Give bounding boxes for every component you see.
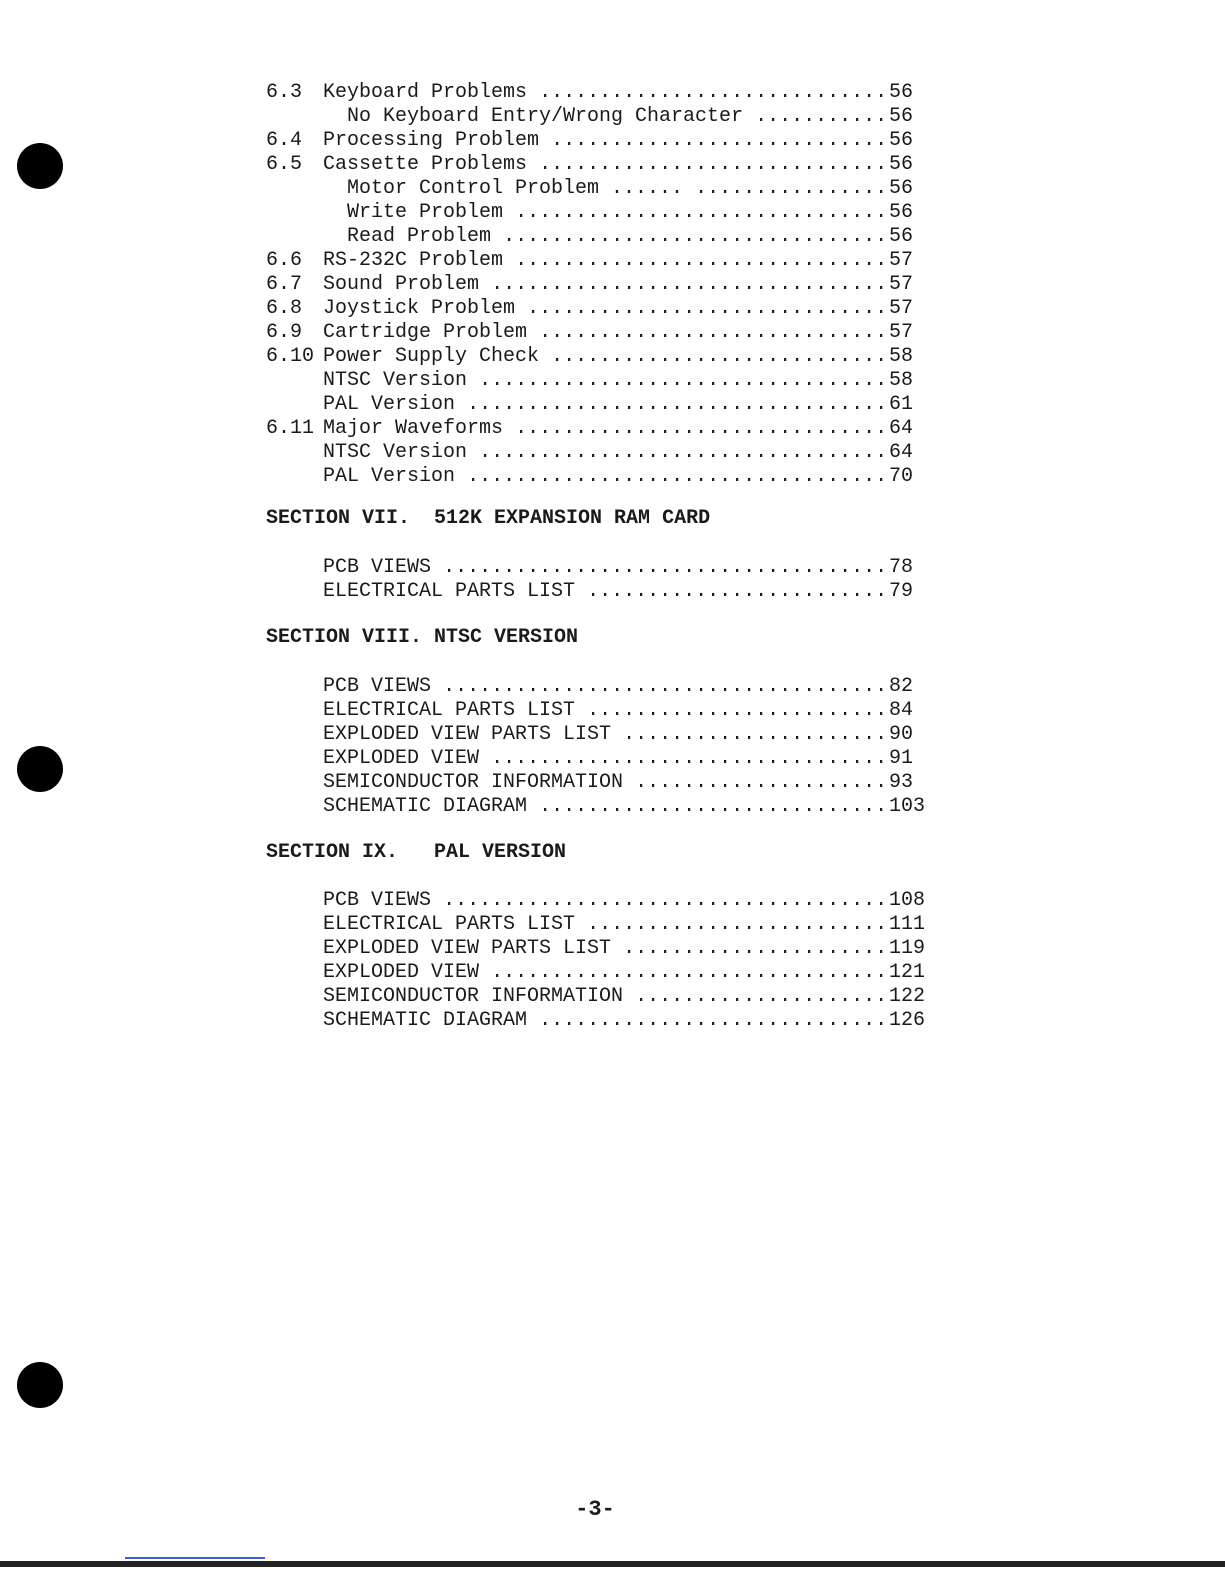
toc-entry bbox=[0, 770, 1225, 796]
toc-entry-leader: ............................. bbox=[539, 795, 887, 818]
toc-entry-leader: ................................... bbox=[467, 393, 887, 416]
toc-entry-leader: ............................. bbox=[539, 321, 887, 344]
toc-entry-title: Cassette Problems bbox=[323, 153, 528, 176]
toc-entry-title: SEMICONDUCTOR INFORMATION bbox=[323, 985, 624, 1008]
toc-entry-leader: ..................................... bbox=[443, 675, 887, 698]
toc-entry-page: 70 bbox=[889, 465, 914, 488]
toc-entry-page: 58 bbox=[889, 369, 914, 392]
toc-entry-page: 64 bbox=[889, 417, 914, 440]
toc-entry bbox=[0, 794, 1225, 820]
toc-entry-leader: ................................. bbox=[491, 273, 887, 296]
toc-entry-leader: ........... bbox=[755, 105, 887, 128]
toc-entry bbox=[0, 440, 1225, 466]
toc-entry-leader: ............................. bbox=[539, 81, 887, 104]
toc-entry-title: Power Supply Check bbox=[323, 345, 540, 368]
toc-entry-title: ELECTRICAL PARTS LIST bbox=[323, 913, 576, 936]
toc-entry bbox=[0, 80, 1225, 106]
page-number: -3- bbox=[575, 1497, 615, 1522]
toc-entry-title: ELECTRICAL PARTS LIST bbox=[323, 699, 576, 722]
section-heading: SECTION VII. 512K EXPANSION RAM CARD bbox=[266, 507, 711, 530]
toc-entry-leader: ................................. bbox=[491, 961, 887, 984]
toc-entry bbox=[0, 272, 1225, 298]
toc-entry bbox=[0, 888, 1225, 914]
toc-entry-leader: ............................... bbox=[515, 201, 887, 224]
binder-hole-bottom bbox=[17, 1362, 63, 1408]
toc-entry bbox=[0, 296, 1225, 322]
toc-entry bbox=[0, 368, 1225, 394]
toc-entry-page: 61 bbox=[889, 393, 914, 416]
toc-entry-page: 56 bbox=[889, 105, 914, 128]
toc-entry-title: EXPLODED VIEW PARTS LIST bbox=[323, 937, 612, 960]
toc-entry-title: PAL Version bbox=[323, 393, 456, 416]
toc-entry-page: 111 bbox=[889, 913, 926, 936]
toc-entry-number: 6.4 bbox=[266, 129, 303, 152]
scan-edge-bar bbox=[0, 1561, 1225, 1567]
toc-entry bbox=[0, 176, 1225, 202]
toc-entry bbox=[0, 746, 1225, 772]
toc-entry-page: 93 bbox=[889, 771, 914, 794]
toc-entry-leader: .................................. bbox=[479, 369, 887, 392]
toc-entry-title: EXPLODED VIEW bbox=[323, 961, 480, 984]
toc-entry-page: 90 bbox=[889, 723, 914, 746]
toc-entry-title: PAL Version bbox=[323, 465, 456, 488]
toc-entry-number: 6.3 bbox=[266, 81, 303, 104]
toc-entry-title: Processing Problem bbox=[323, 129, 540, 152]
toc-entry-title: PCB VIEWS bbox=[323, 556, 432, 579]
scan-edge-accent bbox=[125, 1557, 265, 1559]
toc-entry-title: No Keyboard Entry/Wrong Character bbox=[347, 105, 744, 128]
toc-entry-leader: .............................. bbox=[527, 297, 887, 320]
toc-entry-page: 58 bbox=[889, 345, 914, 368]
toc-entry-title: ELECTRICAL PARTS LIST bbox=[323, 580, 576, 603]
toc-entry-title: Joystick Problem bbox=[323, 297, 516, 320]
toc-entry-leader: ............................ bbox=[551, 129, 887, 152]
toc-entry-title: EXPLODED VIEW PARTS LIST bbox=[323, 723, 612, 746]
toc-entry-leader: ..................................... bbox=[443, 889, 887, 912]
toc-entry-title: Motor Control Problem ...... bbox=[347, 177, 684, 200]
toc-entry-number: 6.8 bbox=[266, 297, 303, 320]
toc-entry-title: NTSC Version bbox=[323, 441, 468, 464]
toc-entry-title: SCHEMATIC DIAGRAM bbox=[323, 795, 528, 818]
section-heading: SECTION VIII. NTSC VERSION bbox=[266, 626, 579, 649]
toc-entry bbox=[0, 579, 1225, 605]
toc-entry-title: SCHEMATIC DIAGRAM bbox=[323, 1009, 528, 1032]
toc-entry-page: 57 bbox=[889, 297, 914, 320]
toc-entry-page: 103 bbox=[889, 795, 926, 818]
toc-entry-number: 6.5 bbox=[266, 153, 303, 176]
toc-entry-page: 64 bbox=[889, 441, 914, 464]
toc-entry bbox=[0, 152, 1225, 178]
toc-entry-title: PCB VIEWS bbox=[323, 675, 432, 698]
toc-entry-leader: ............................ bbox=[551, 345, 887, 368]
toc-entry-page: 56 bbox=[889, 177, 914, 200]
toc-entry-title: Cartridge Problem bbox=[323, 321, 528, 344]
toc-entry-number: 6.10 bbox=[266, 345, 315, 368]
toc-entry-leader: ............................... bbox=[515, 417, 887, 440]
toc-entry bbox=[0, 464, 1225, 490]
toc-entry-page: 91 bbox=[889, 747, 914, 770]
toc-entry bbox=[0, 416, 1225, 442]
toc-entry-page: 56 bbox=[889, 81, 914, 104]
toc-entry-number: 6.9 bbox=[266, 321, 303, 344]
toc-entry-leader: ................ bbox=[695, 177, 887, 200]
toc-entry-leader: ............................... bbox=[515, 249, 887, 272]
toc-entry-leader: ................................ bbox=[503, 225, 887, 248]
toc-entry bbox=[0, 960, 1225, 986]
toc-entry bbox=[0, 984, 1225, 1010]
toc-entry-leader: ..................... bbox=[635, 985, 887, 1008]
toc-entry-leader: ......................... bbox=[587, 913, 887, 936]
toc-entry-page: 57 bbox=[889, 273, 914, 296]
toc-entry bbox=[0, 128, 1225, 154]
toc-entry-title: NTSC Version bbox=[323, 369, 468, 392]
toc-entry-title: EXPLODED VIEW bbox=[323, 747, 480, 770]
toc-entry-title: Read Problem bbox=[347, 225, 492, 248]
toc-entry-page: 78 bbox=[889, 556, 914, 579]
toc-entry bbox=[0, 200, 1225, 226]
toc-entry-page: 56 bbox=[889, 129, 914, 152]
toc-entry-title: PCB VIEWS bbox=[323, 889, 432, 912]
toc-entry bbox=[0, 698, 1225, 724]
toc-entry-title: RS-232C Problem bbox=[323, 249, 504, 272]
toc-entry-leader: ............................. bbox=[539, 1009, 887, 1032]
toc-entry bbox=[0, 248, 1225, 274]
toc-entry-page: 122 bbox=[889, 985, 926, 1008]
toc-entry-page: 119 bbox=[889, 937, 926, 960]
toc-entry-leader: ......................... bbox=[587, 580, 887, 603]
toc-entry-page: 108 bbox=[889, 889, 926, 912]
toc-entry bbox=[0, 722, 1225, 748]
toc-entry-title: Write Problem bbox=[347, 201, 504, 224]
toc-entry-number: 6.7 bbox=[266, 273, 303, 296]
toc-entry bbox=[0, 224, 1225, 250]
toc-entry-title: Major Waveforms bbox=[323, 417, 504, 440]
toc-entry-number: 6.11 bbox=[266, 417, 315, 440]
toc-entry-page: 121 bbox=[889, 961, 926, 984]
toc-entry bbox=[0, 104, 1225, 130]
toc-entry bbox=[0, 912, 1225, 938]
toc-entry-leader: ......................... bbox=[587, 699, 887, 722]
section-heading: SECTION IX. PAL VERSION bbox=[266, 841, 567, 864]
toc-entry bbox=[0, 320, 1225, 346]
toc-entry-page: 56 bbox=[889, 153, 914, 176]
toc-entry bbox=[0, 392, 1225, 418]
toc-entry bbox=[0, 674, 1225, 700]
toc-entry-number: 6.6 bbox=[266, 249, 303, 272]
toc-entry-title: Sound Problem bbox=[323, 273, 480, 296]
toc-entry bbox=[0, 936, 1225, 962]
toc-entry-page: 82 bbox=[889, 675, 914, 698]
toc-entry bbox=[0, 344, 1225, 370]
toc-entry-page: 57 bbox=[889, 249, 914, 272]
toc-entry-title: Keyboard Problems bbox=[323, 81, 528, 104]
toc-entry-leader: .................................. bbox=[479, 441, 887, 464]
toc-entry-leader: ...................... bbox=[623, 723, 887, 746]
toc-entry-leader: ..................................... bbox=[443, 556, 887, 579]
toc-entry-leader: ...................... bbox=[623, 937, 887, 960]
toc-entry-page: 79 bbox=[889, 580, 914, 603]
toc-entry-leader: ................................. bbox=[491, 747, 887, 770]
toc-entry-page: 126 bbox=[889, 1009, 926, 1032]
toc-entry-leader: ................................... bbox=[467, 465, 887, 488]
toc-entry-title: SEMICONDUCTOR INFORMATION bbox=[323, 771, 624, 794]
toc-entry bbox=[0, 1008, 1225, 1034]
toc-entry-leader: ............................. bbox=[539, 153, 887, 176]
toc-entry-page: 84 bbox=[889, 699, 914, 722]
toc-entry-page: 56 bbox=[889, 225, 914, 248]
toc-entry-page: 56 bbox=[889, 201, 914, 224]
toc-entry-page: 57 bbox=[889, 321, 914, 344]
toc-entry-leader: ..................... bbox=[635, 771, 887, 794]
toc-entry bbox=[0, 555, 1225, 581]
